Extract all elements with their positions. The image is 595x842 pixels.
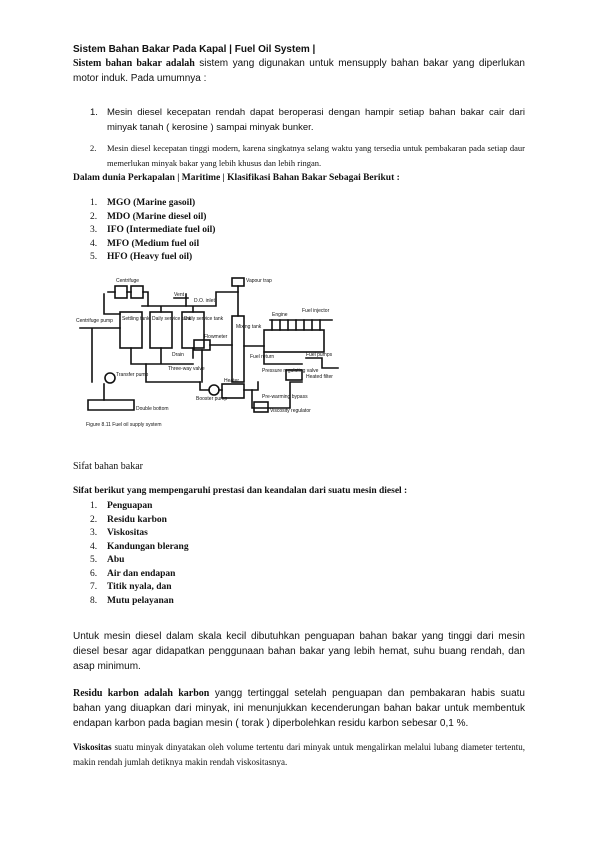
engine-cylinders	[272, 320, 320, 330]
list-text: Residu karbon	[107, 514, 167, 525]
transfer-pump	[105, 373, 115, 383]
diagram-label: Vapour trap	[246, 278, 272, 284]
list-number: 1.	[90, 501, 98, 511]
list-number: 2.	[90, 143, 97, 153]
list-item	[73, 224, 215, 238]
list-number: 1.	[90, 107, 98, 118]
paragraph-residu	[73, 686, 525, 731]
diagram-label: Heated filter	[306, 374, 333, 380]
intro-lead: Sistem bahan bakar adalah	[73, 58, 195, 69]
list-item	[73, 514, 189, 528]
diagram-label: Mixing tank	[236, 324, 262, 330]
diagram-label: Booster pump	[196, 396, 228, 402]
list-number: 2.	[90, 514, 98, 525]
list-item	[73, 595, 189, 609]
intro-text: sistem yang digunakan untuk mensupply bahan bakar yang diperlukan motor induk. Pada umumnya :	[73, 58, 525, 84]
list-number: 2.	[90, 211, 98, 222]
diagram-label: Heater	[224, 378, 240, 384]
list-item	[73, 141, 525, 171]
paragraph-text: suatu minyak dinyatakan oleh volume tertentu dari minyak untuk mengalirkan melalui lubang diameter tertentu, makin rendah jumlah detiknya makin rendah viskositasnya.	[73, 742, 525, 767]
list-text: MDO (Marine diesel oil)	[107, 211, 207, 222]
diagram-label: Daily service tank	[152, 316, 192, 322]
centrifuge-box	[131, 286, 143, 298]
list-text: Mesin diesel kecepatan tinggi modern, karena singkatnya selang waktu yang tersedia untuk pembakaran pada setiap daur memerlukan minyak bakar yang lebih khusus dan lebih ringan.	[107, 143, 525, 168]
paragraph-text: yangg tertinggal setelah penguapan dan pembakaran habis suatu bahan yang diuapkan dari minyak, ini menunjukkan kecenderungan bahan bakar untuk membentuk endapan karbon pada bagian mesin ( torak ) diperbolehkan residu karbon sebesar 0,1 %.	[73, 688, 525, 729]
diagram-caption: Figure 8.11 Fuel oil supply system	[86, 422, 162, 428]
list-text: MFO (Medium fuel oil	[107, 238, 200, 249]
list-number: 3.	[90, 225, 98, 235]
pipe	[142, 292, 238, 312]
diagram-label: Pre-warming bypass	[262, 394, 308, 400]
list-item	[73, 197, 215, 211]
intro-paragraph	[73, 56, 525, 86]
diagram-label: Transfer pump	[116, 372, 149, 378]
list-text: Abu	[107, 555, 125, 565]
vapour-trap	[232, 278, 244, 286]
list-number: 1.	[90, 198, 98, 208]
list-item	[73, 541, 189, 555]
list-text: Penguapan	[107, 501, 153, 511]
diagram-label: Double bottom	[136, 406, 169, 412]
list-text: Mutu pelayanan	[107, 595, 174, 606]
paragraph-lead: Viskositas	[73, 742, 112, 752]
list-item	[73, 251, 215, 265]
booster-pump	[209, 385, 219, 395]
list-text: kecepatan rendah dapat beroperasi dengan hampir setiap bahan bakar cair dari minyak tanah ( kerosine ) sampai minyak bunker.	[107, 107, 525, 133]
page-title: Sistem Bahan Bakar Pada Kapal | Fuel Oil System |	[73, 44, 316, 55]
diagram-label: Fuel return	[250, 354, 275, 360]
list-number: 4.	[90, 541, 98, 552]
list-lead: Mesin diesel	[107, 107, 163, 118]
diagram-label: Pressure regulating valve	[262, 368, 319, 374]
paragraph-viskositas	[73, 740, 525, 770]
list-text: MGO (Marine gasoil)	[107, 198, 196, 208]
diagram-label: Viscosity regulator	[270, 408, 311, 414]
list-number: 3.	[90, 528, 98, 538]
list-item	[73, 238, 215, 252]
list-item	[73, 527, 189, 541]
pipe	[104, 294, 120, 314]
list-number: 7.	[90, 582, 98, 592]
list-number: 6.	[90, 568, 98, 579]
paragraph-penguapan: Untuk mesin diesel dalam skala kecil dibutuhkan penguapan bahan bakar yang tinggi dari mesin diesel besar agar didapatkan penggunaan bahan bakar yang lebih hemat, suhu buang rendah, dan asap minimum.	[73, 631, 525, 672]
diagram-label: Fuel injector	[302, 308, 330, 314]
list-text: Viskositas	[107, 528, 148, 538]
diagram-label: Centrifuge	[116, 278, 140, 284]
diagram-label: Flowmeter	[204, 334, 228, 340]
list-number: 8.	[90, 595, 98, 606]
fuel-class-list	[73, 197, 215, 265]
list-item	[73, 500, 189, 514]
list-number: 4.	[90, 238, 98, 249]
double-bottom	[88, 400, 134, 410]
diagram-label: Drain	[172, 352, 184, 358]
centrifuge-box	[115, 286, 127, 298]
list-item	[73, 554, 189, 568]
list-item	[73, 581, 189, 595]
list-text: Air dan endapan	[107, 568, 176, 579]
list-text: Titik nyala, dan	[107, 582, 172, 592]
diagram-label: Daily service tank	[184, 316, 224, 322]
list-number: 5.	[90, 555, 98, 565]
diagram-label: Engine	[272, 312, 288, 318]
list-text: HFO (Heavy fuel oil)	[107, 252, 193, 262]
list-item	[73, 211, 215, 225]
viscosity-regulator	[254, 402, 268, 412]
list-number: 5.	[90, 252, 98, 262]
property-list	[73, 500, 189, 608]
diagram-label: Three-way valve	[168, 366, 205, 372]
list-item	[73, 105, 525, 135]
section-title: Sifat bahan bakar	[73, 461, 143, 472]
classification-heading: Dalam dunia Perkapalan | Maritime | Klasifikasi Bahan Bakar Sebagai Berikut :	[73, 173, 400, 183]
paragraph-lead: Residu karbon adalah karbon	[73, 688, 210, 699]
pipe	[108, 292, 148, 306]
diagram-label: Settling tank	[122, 316, 150, 322]
diagram-label: D.O. inlet	[194, 298, 215, 304]
diagram-label: Centrifuge pump	[76, 318, 113, 324]
list-text: IFO (Intermediate fuel oil)	[107, 225, 216, 235]
diagram-label: Fuel pumps	[306, 352, 333, 358]
properties-heading: Sifat berikut yang mempengaruhi prestasi dan keandalan dari suatu mesin diesel :	[73, 486, 408, 496]
diagram-label: Vent	[174, 292, 185, 298]
fuel-oil-system-diagram	[76, 272, 388, 430]
list-text: Kandungan blerang	[107, 541, 189, 552]
engine-block	[264, 330, 324, 352]
list-item	[73, 568, 189, 582]
engine-type-list	[73, 105, 525, 171]
